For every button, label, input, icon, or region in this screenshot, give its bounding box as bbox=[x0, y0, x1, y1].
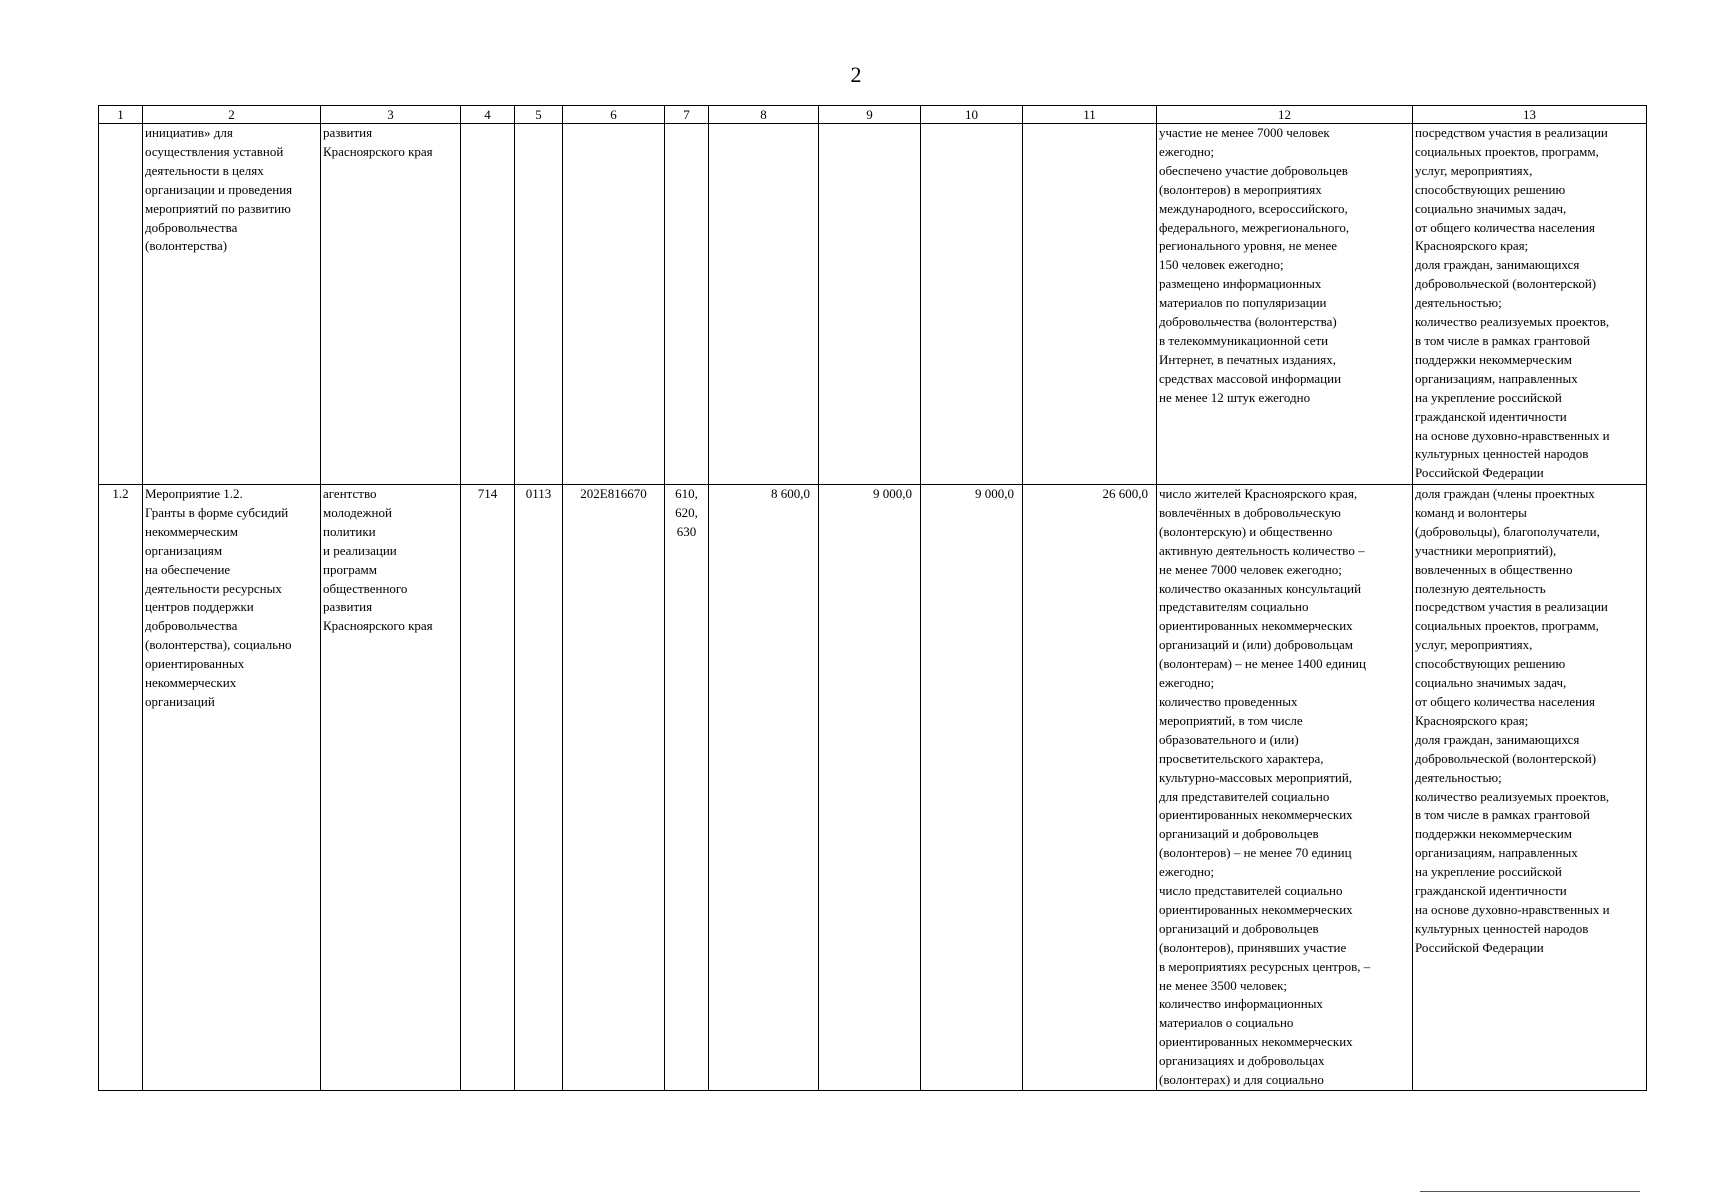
section-cell: 0113 bbox=[515, 485, 563, 1091]
target-article-cell bbox=[563, 124, 665, 485]
target-article-cell: 202E816670 bbox=[563, 485, 665, 1091]
amount-cell bbox=[819, 124, 921, 485]
expected-result-cell: число жителей Красноярского края, вовлечённых в добровольческую (волонтерскую) и общественно активную деятельность количество – не менее 7000 человек ежегодно; количество оказанных консультаций представителям социально ориентированных некоммерческих организаций и (или) добровольцам (волонтерам) – не менее 1400 единиц ежегодно; количество проведенных мероприятий, в том числе образовательного и (или) просветительского характера, культурно-массовых мероприятий, для представителей социально ориентированных некоммерческих организаций и добровольцев (волонтеров) – не менее 70 единиц ежегодно; число представителей социально ориентированных некоммерческих организаций и добровольцев (волонтеров), принявших участие в мероприятиях ресурсных центров, – не менее 3500 человек; количество информационных материалов о социально ориентированных некоммерческих организациях и добровольцах (волонтерах) и для социально bbox=[1157, 485, 1413, 1091]
amount-cell: 8 600,0 bbox=[709, 485, 819, 1091]
total-cell bbox=[1023, 124, 1157, 485]
header-cell: 12 bbox=[1157, 106, 1413, 124]
indicator-cell: доля граждан (члены проектных команд и волонтеры (добровольцы), благополучатели, участники мероприятий), вовлеченных в общественно полезную деятельность посредством участия в реализации социальных проектов, программ, услуг, мероприятиях, способствующих решению социально значимых задач, от общего количества населения Красноярского края; доля граждан, занимающихся добровольческой (волонтерской) деятельностью; количество реализуемых проектов, в том числе в рамках грантовой поддержки некоммерческим организациям, направленных на укрепление российской гражданской идентичности на основе духовно-нравственных и культурных ценностей народов Российской Федерации bbox=[1413, 485, 1647, 1091]
footer-divider bbox=[1420, 1191, 1640, 1192]
code-cell: 714 bbox=[461, 485, 515, 1091]
amount-cell bbox=[709, 124, 819, 485]
administrator-cell: развития Красноярского края bbox=[321, 124, 461, 485]
event-name-cell: Мероприятие 1.2. Гранты в форме субсидий некоммерческим организациям на обеспечение деятельности ресурсных центров поддержки добровольчества (волонтерства), социально ориентированных некоммерческих организаций bbox=[143, 485, 321, 1091]
header-cell: 10 bbox=[921, 106, 1023, 124]
header-cell: 2 bbox=[143, 106, 321, 124]
section-cell bbox=[515, 124, 563, 485]
amount-cell: 9 000,0 bbox=[921, 485, 1023, 1091]
header-cell: 6 bbox=[563, 106, 665, 124]
row-number-cell: 1.2 bbox=[99, 485, 143, 1091]
expense-type-cell: 610, 620, 630 bbox=[665, 485, 709, 1091]
header-cell: 1 bbox=[99, 106, 143, 124]
header-cell: 11 bbox=[1023, 106, 1157, 124]
event-name-cell: инициатив» для осуществления уставной деятельности в целях организации и проведения мероприятий по развитию добровольчества (волонтерства) bbox=[143, 124, 321, 485]
table-row bbox=[99, 485, 1647, 1091]
header-cell: 8 bbox=[709, 106, 819, 124]
table-row bbox=[99, 124, 1647, 485]
expected-result-cell: участие не менее 7000 человек ежегодно; обеспечено участие добровольцев (волонтеров) в мероприятиях международного, всероссийского, федерального, межрегионального, регионального уровня, не менее 150 человек ежегодно; размещено информационных материалов по популяризации добровольчества (волонтерства) в телекоммуникационной сети Интернет, в печатных изданиях, средствах массовой информации не менее 12 штук ежегодно bbox=[1157, 124, 1413, 485]
expense-type-cell bbox=[665, 124, 709, 485]
row-number-cell bbox=[99, 124, 143, 485]
header-cell: 7 bbox=[665, 106, 709, 124]
header-cell: 4 bbox=[461, 106, 515, 124]
page-number: 2 bbox=[850, 62, 862, 87]
header-cell: 13 bbox=[1413, 106, 1647, 124]
total-cell: 26 600,0 bbox=[1023, 485, 1157, 1091]
amount-cell: 9 000,0 bbox=[819, 485, 921, 1091]
indicator-cell: посредством участия в реализации социальных проектов, программ, услуг, мероприятиях, способствующих решению социально значимых задач, от общего количества населения Красноярского края; доля граждан, занимающихся добровольческой (волонтерской) деятельностью; количество реализуемых проектов, в том числе в рамках грантовой поддержки некоммерческим организациям, направленных на укрепление российской гражданской идентичности на основе духовно-нравственных и культурных ценностей народов Российской Федерации bbox=[1413, 124, 1647, 485]
code-cell bbox=[461, 124, 515, 485]
header-cell: 9 bbox=[819, 106, 921, 124]
administrator-cell: агентство молодежной политики и реализации программ общественного развития Красноярского края bbox=[321, 485, 461, 1091]
header-row bbox=[99, 106, 1647, 124]
data-table bbox=[98, 105, 1647, 1091]
header-cell: 5 bbox=[515, 106, 563, 124]
amount-cell bbox=[921, 124, 1023, 485]
header-cell: 3 bbox=[321, 106, 461, 124]
